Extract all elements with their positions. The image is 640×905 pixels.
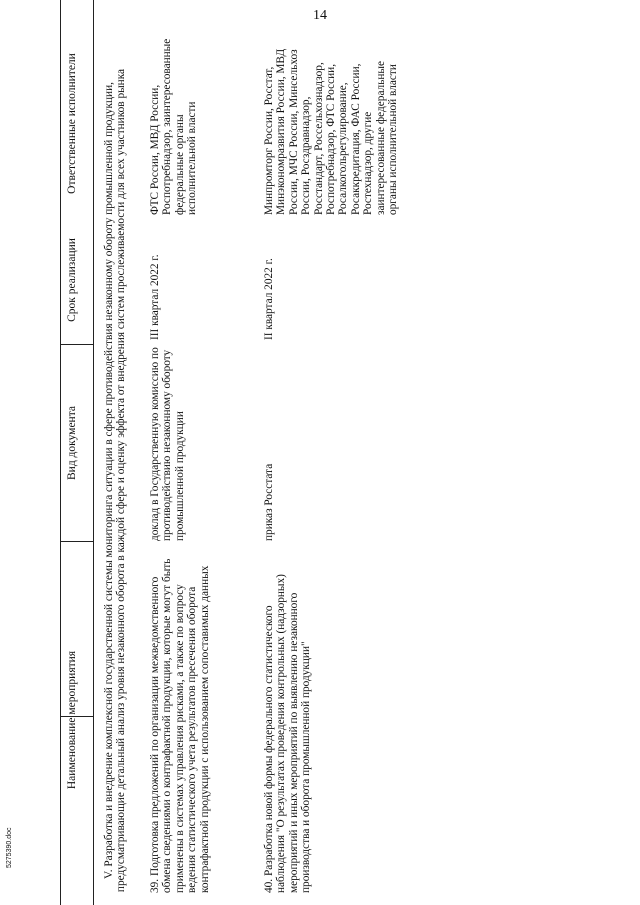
row-39-name: 39. Подготовка предложений по организации межведомственного обмена сведениями о контрафактной продукции, которые могут быть применены в системах управления рисками, а также по вопросу ведения статистического учета результатов пресечения оборота контрафактной продукции с использованием сопоставимых данных xyxy=(149,558,211,893)
row-39-doc-type: доклад в Государственную комиссию по противодействию незаконному обороту промышленной продукции xyxy=(149,347,186,541)
row-40-executors: Минпромторг России, Росстат, Минэкономразвития России, МВД России, МЧС России, Минсельхоз России, Росздравнадзор, Росстандарт, Россельхознадзор, Роспотребнадзор, ФТС России, Росалкогольрегулирование, Росаккредитация, ФАС России, Ростехнадзор, другие заинтересованные федеральные органы исполнительной власти xyxy=(263,48,400,215)
table-header-divider xyxy=(93,0,94,905)
header-cell-divider-2 xyxy=(60,541,93,542)
document-code: 5275390.doc xyxy=(6,827,13,868)
header-executors: Ответственные исполнители xyxy=(66,53,78,194)
row-39-executors: ФТС России, МВД России, Роспотребнадзор, заинтересованные федеральные органы исполнительной власти xyxy=(149,38,199,215)
row-40-deadline: II квартал 2022 г. xyxy=(263,258,275,340)
header-deadline: Срок реализации xyxy=(66,238,78,322)
table-top-border xyxy=(60,0,61,905)
header-name: Наименование мероприятия xyxy=(66,650,78,790)
section-title: V. Разработка и внедрение комплексной государственной системы мониторинга ситуации в сфере противодействия незаконному обороту промышленной продукции, предусматривающие детальный анализ уровня незаконного оборота в каждой сфере и оценку эффекта от внедрения систем прослеживаемости для всех участников рынка xyxy=(103,68,128,893)
header-cell-divider-1 xyxy=(60,344,93,345)
header-doc-type: Вид документа xyxy=(66,406,78,480)
page-number: 14 xyxy=(313,8,327,23)
row-39-deadline: III квартал 2022 г. xyxy=(149,254,161,340)
row-40-name: 40. Разработка новой формы федерального статистического наблюдения "О результатах проведения контрольных (надзорных) мероприятий и иных мероприятий по выявлению незаконного производства и оборота промышленной продукции" xyxy=(263,574,313,893)
row-40-doc-type: приказ Росстата xyxy=(263,463,275,541)
